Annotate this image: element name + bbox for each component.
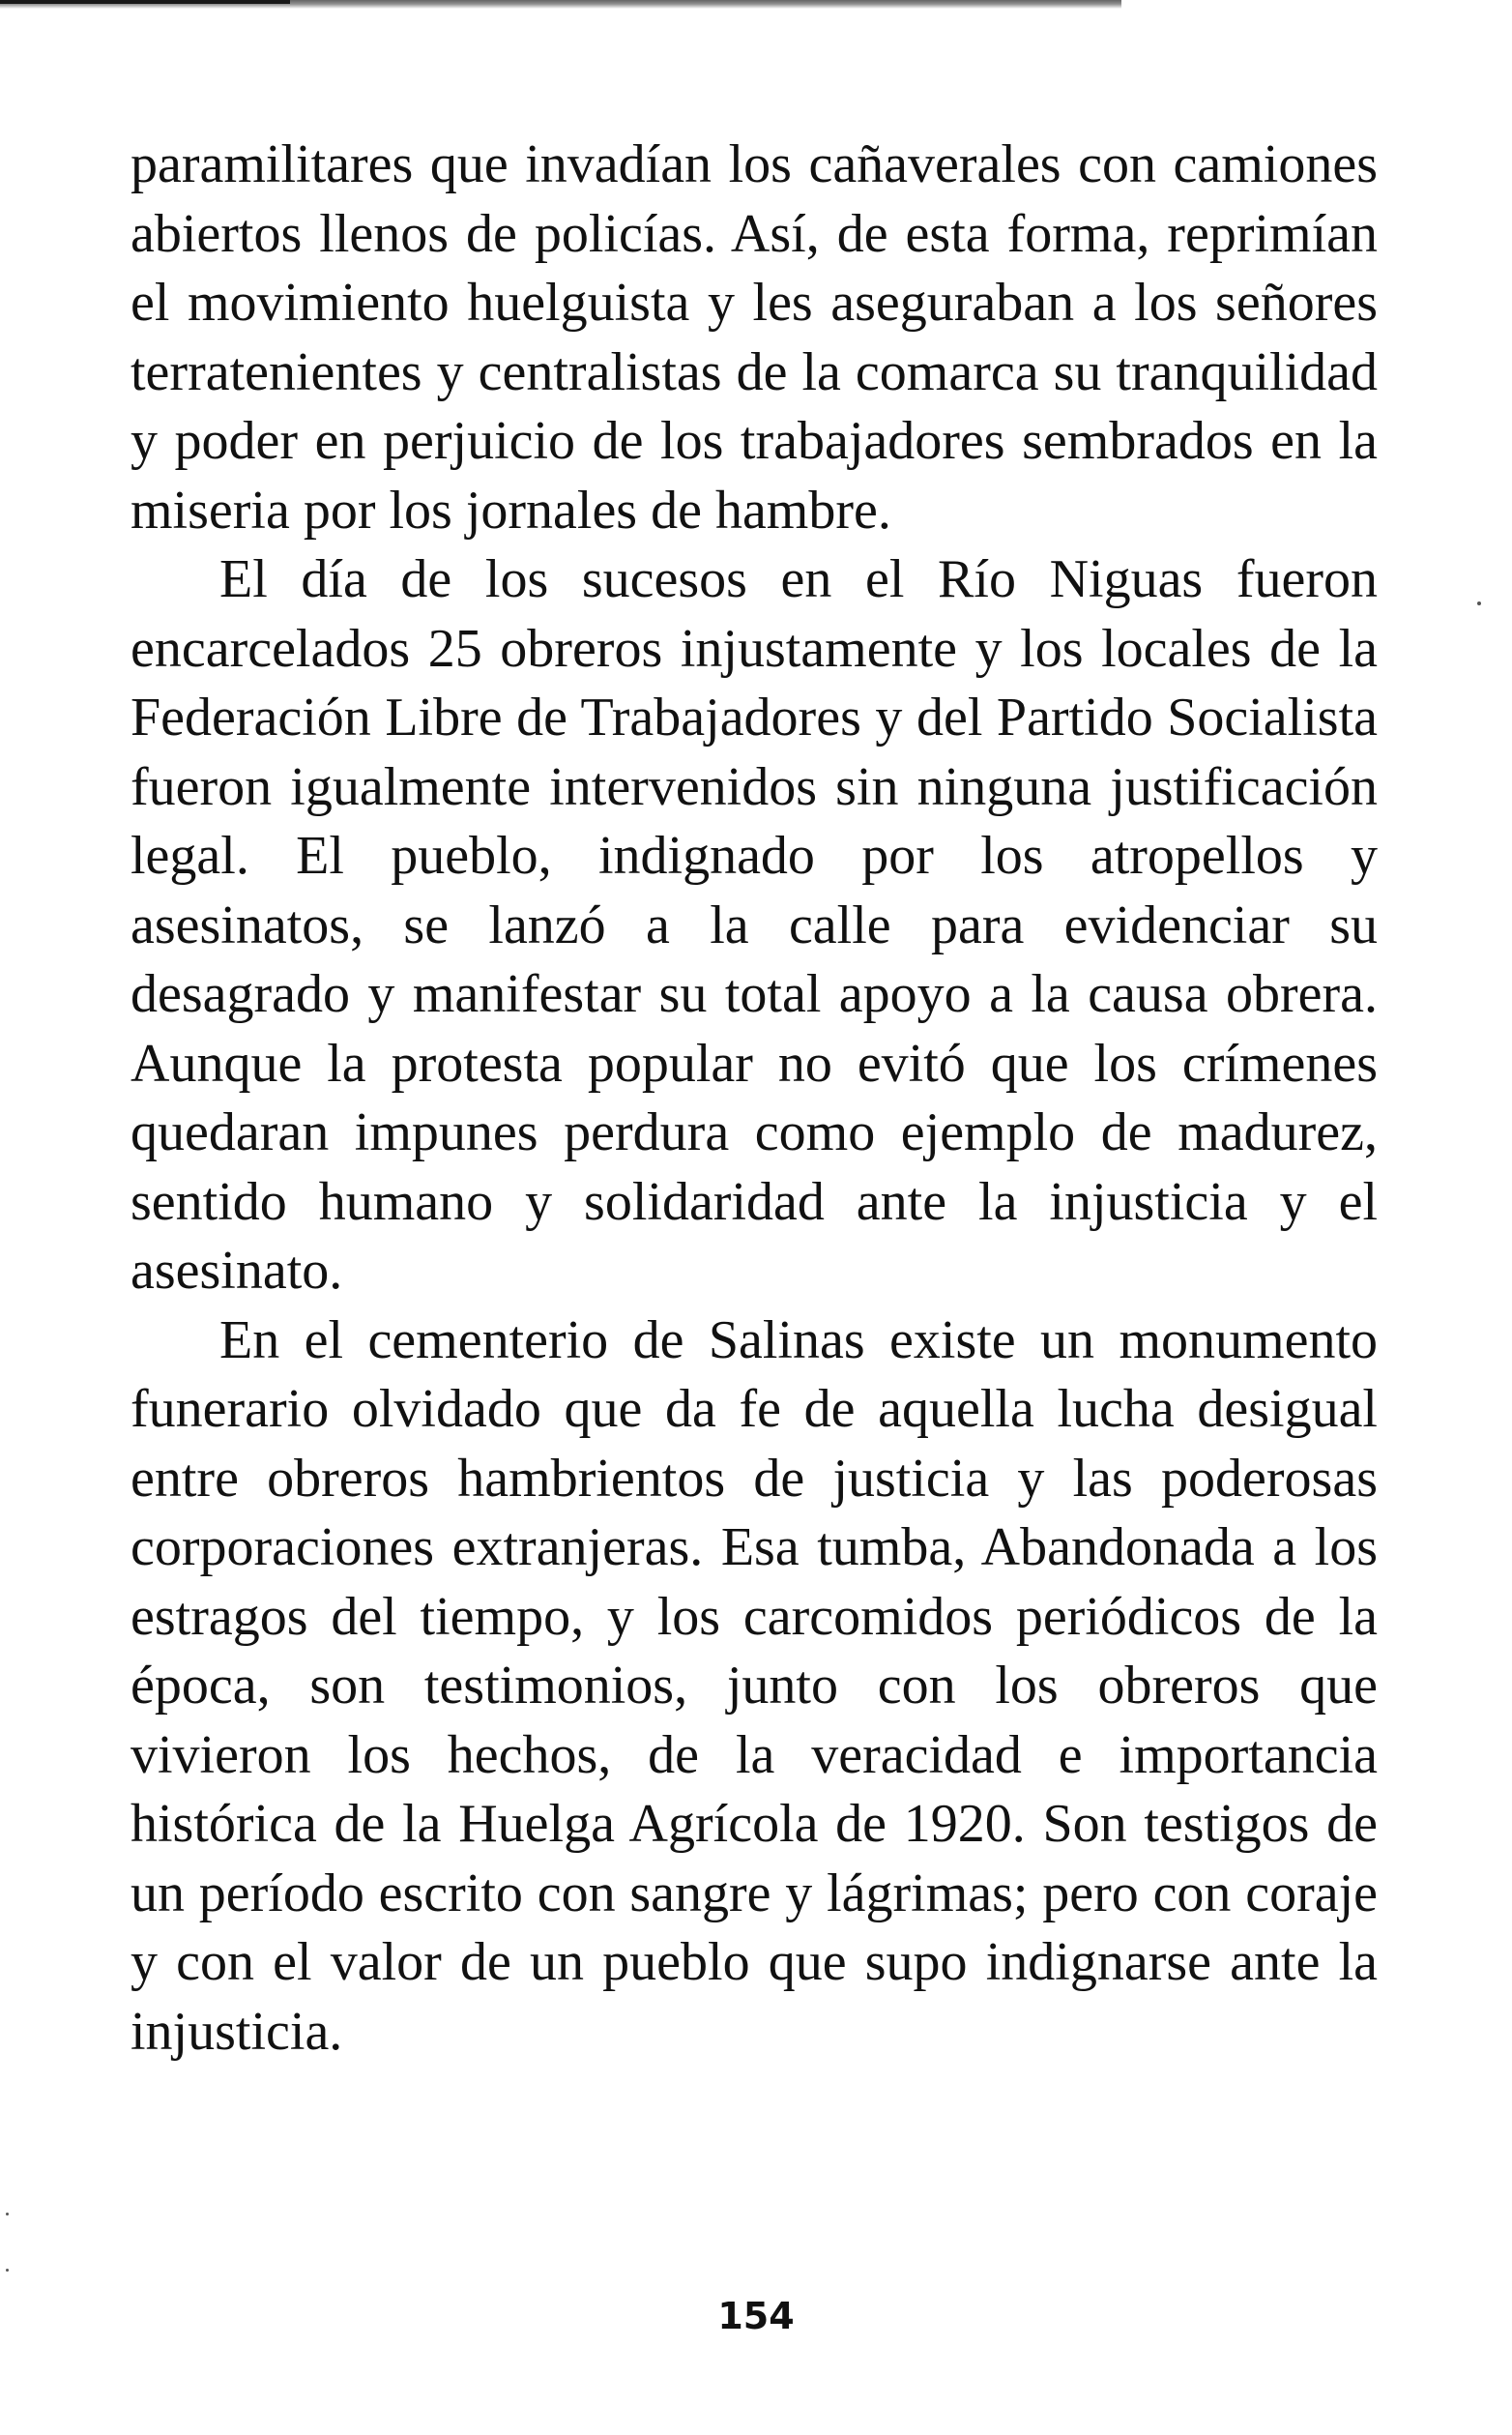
body-text — [131, 131, 1378, 2067]
scan-speck — [6, 2213, 9, 2215]
scan-speck — [6, 2269, 9, 2272]
paragraph-3: En el cementerio de Salinas existe un monumento funerario olvidado que da fe de aquella lucha desigual entre obreros hambrientos de justicia y las poderosas corporaciones extranjeras. Esa tumba, Abandonada a los estragos del tiempo, y los carcomidos periódicos de la época, son testimonios, junto con los obreros que vivieron los hechos, de la veracidad e importancia histórica de la Huelga Agrícola de 1920. Son testigos de un período escrito con sangre y lágrimas; pero con coraje y con el valor de un pueblo que supo indignarse ante la injusticia. — [131, 1309, 1378, 2062]
scan-speck — [1477, 601, 1481, 605]
paragraph-2: El día de los sucesos en el Río Niguas fueron encarcelados 25 obreros injustamente y los locales de la Federación Libre de Trabajadores y del Partido Socialista fueron igualmente intervenidos sin ninguna justificación legal. El pueblo, indignado por los atropellos y asesinatos, se lanzó a la calle para evidenciar su desagrado y manifestar su total apoyo a la causa obrera. Aunque la protesta popular no evitó que los crímenes quedaran impunes perdura como ejemplo de madurez, sentido humano y solidaridad ante la injusticia y el asesinato. — [131, 549, 1378, 1301]
page-number: 154 — [717, 2295, 795, 2337]
scan-top-edge-dark — [0, 0, 290, 4]
paragraph-1: paramilitares que invadían los cañaverales con camiones abiertos llenos de policías. Así, de esta forma, reprimían el movimiento huelguista y les aseguraban a los señores terratenientes y centralistas de la comarca su tranquilidad y poder en perjuicio de los trabajadores sembrados en la miseria por los jornales de hambre. — [131, 134, 1378, 541]
